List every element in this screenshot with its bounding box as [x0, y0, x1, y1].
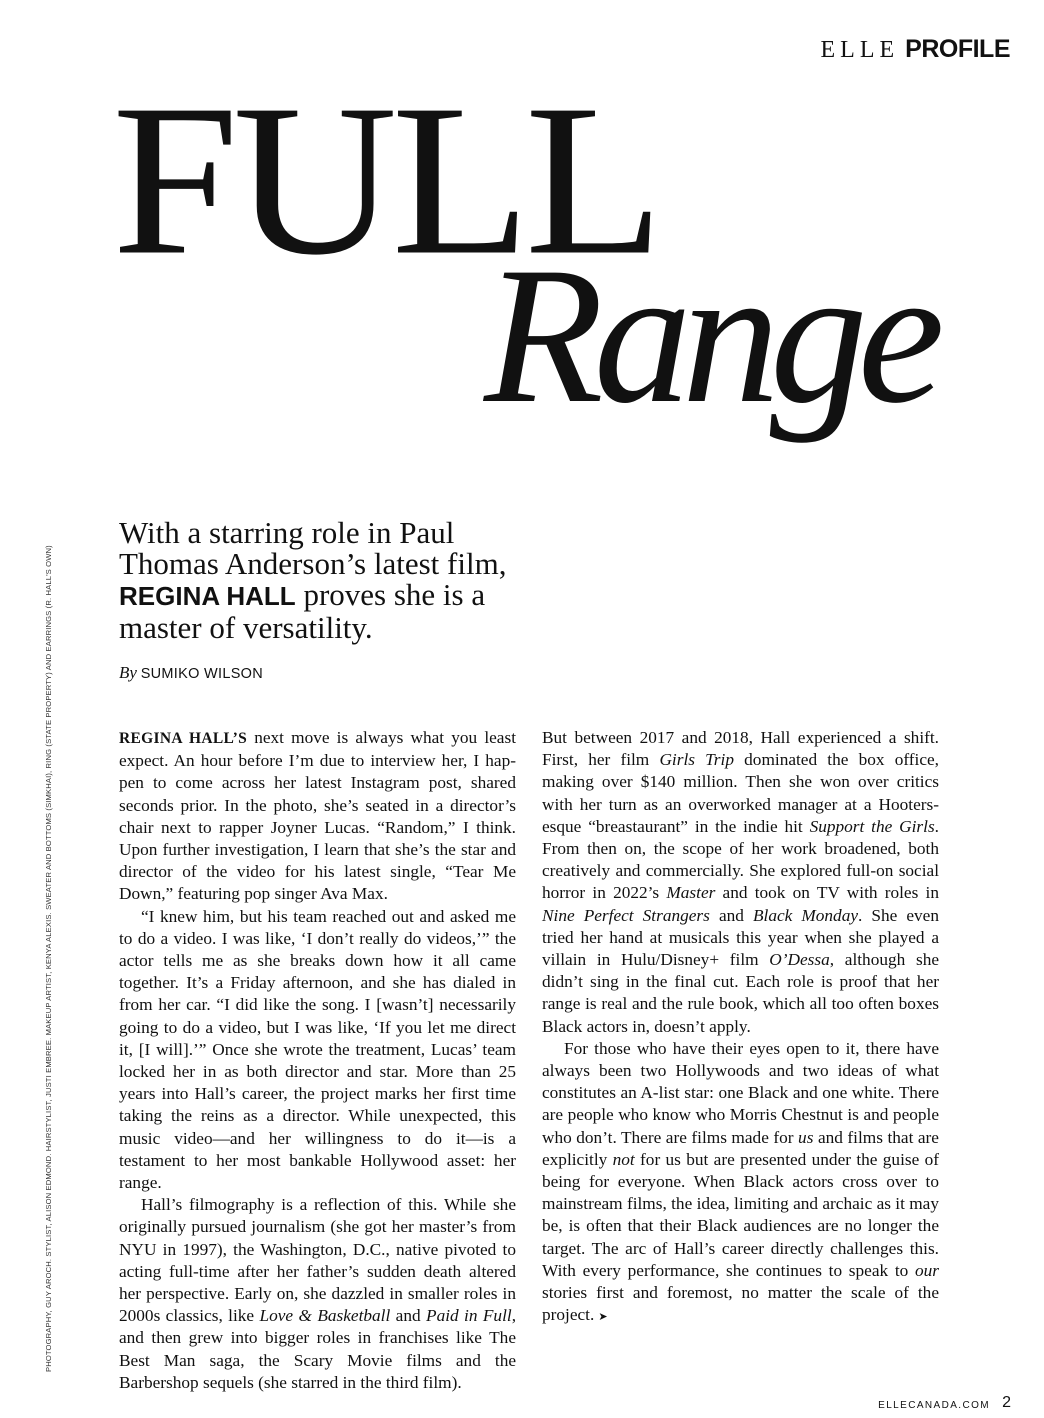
paragraph-text: . From then on, the scope of her work broadened, both creatively and commercially. She explored full-on social horror in 2022’s	[542, 816, 939, 903]
paragraph-text: , and then grew into bigger roles in franchises like The Best Man saga, the Scary Movie films and the Barbershop sequels (she starred in the third film).	[119, 1306, 517, 1392]
paragraph-text: But between 2017 and 2018, Hall experienced a shift. First, her film	[542, 728, 939, 770]
article-paragraph	[119, 1194, 516, 1394]
byline	[119, 663, 263, 683]
paragraph-text: and	[709, 905, 753, 925]
headline-line-1: FULL	[112, 60, 658, 300]
film-title: Master	[666, 883, 716, 903]
paragraph-text: . She even tried her hand at musicals this year when she played a villain in Hulu/Disney+ film	[542, 905, 939, 970]
paragraph-text: For those who have their eyes open to it, there have always been two Hollywoods and two ideas of what constitutes an A-list star: one Black and one white. There are people who know who Morris Chestnut is and people who don’t. There are films made for	[542, 1038, 939, 1147]
paragraph-text: , although she didn’t sing in the final cut. Each role is proof that her range is real and the rule book, which all too often boxes Black actors in, doesn’t apply.	[542, 950, 939, 1036]
dek	[119, 517, 539, 643]
dek-subject: REGINA HALL	[119, 581, 296, 611]
article-paragraph	[119, 727, 516, 906]
paragraph-text: stories first and foremost, no matter the scale of the project.	[542, 1283, 939, 1325]
article-column-1	[119, 727, 516, 1394]
section-label: PROFILE	[905, 35, 1010, 63]
headline-line-2: Range	[484, 227, 935, 444]
photo-credits: PHOTOGRAPHY, GUY AROCH. STYLIST, ALISON EDMOND. HAIRSTYLIST, JUSTI EMBREE. MAKEUP ARTIST, KENYA ALEXIS. SWEATER AND BOTTOMS (SIMKHAI), RING (STATE PROPERTY) AND EARRINGS (R. HALL'S OWN)	[44, 545, 53, 1372]
footer-website: ELLECANADA.COM	[878, 1400, 990, 1411]
article-paragraph	[542, 1038, 939, 1329]
byline-author: SUMIKO WILSON	[140, 666, 264, 682]
article-column-2	[542, 727, 939, 1328]
magazine-header	[821, 34, 1010, 64]
article-paragraph	[542, 727, 939, 1038]
film-title: Black Monday	[752, 905, 858, 925]
byline-prefix: By	[119, 663, 137, 682]
film-title: O’Dessa	[769, 950, 830, 970]
film-title: Support the Girls	[809, 816, 935, 836]
dek-text: With a starring role in Paul Thomas Anderson’s latest film,	[119, 515, 507, 581]
emphasis: us	[798, 1127, 814, 1147]
paragraph-text: and films that are explicitly	[542, 1127, 939, 1169]
emphasis: not	[612, 1149, 635, 1169]
paragraph-text: and took on TV with roles in	[715, 883, 939, 903]
emphasis: our	[914, 1260, 939, 1280]
page-number: 2	[1002, 1394, 1011, 1411]
article-paragraph: “I knew him, but his team reached out and asked me to do a video. I was like, ‘I don’t really do videos,’” the actor tells me as she breaks down how it all came together. It’s a Friday afternoon, and she has dialed in from her car. “I did like the song. I [wasn’t] necessarily going to do a video, but I was like, ‘If you let me direct it, [I will].’” Once she wrote the treatment, Lucas’ team locked her in as both director and star. More than 25 years into Hall’s career, the project marks her first time taking the reins as a director. While unexpected, this music video—and her willingness to do it—is a testament to her most bankable Hollywood asset: her range.	[119, 906, 516, 1193]
paragraph-text: for us but are presented under the guise of being for everyone. When Black actors cross over to mainstream films, the idea, limiting and archaic as it may be, is often that their Black audiences are no longer the target. The arc of Hall’s career directly challenges this. With every performance, she continues to speak to	[542, 1149, 939, 1280]
dek-text-end: proves she is a master of versatility.	[119, 577, 486, 645]
paragraph-text: and	[390, 1306, 427, 1326]
film-title: Nine Perfect Strangers	[542, 905, 710, 925]
brand-logo: ELLE	[820, 37, 900, 63]
film-title: Girls Trip	[659, 750, 734, 770]
paragraph-text: next move is always what you least expect. An hour before I’m due to interview her, I happen to come across her latest Instagram post, shared seconds prior. In the photo, she’s seated in a director’s chair next to rapper Joyner Lucas. “Random,” I think. Upon further investigation, I learn that she’s the star and director of the video for his latest single, “Tear Me Down,” featuring pop singer Ava Max.	[119, 728, 516, 904]
film-title: Love & Basketball	[259, 1306, 391, 1326]
lead-in: REGINA HALL’S	[119, 730, 248, 747]
paragraph-text: Hall’s filmography is a reflection of this. While she originally pursued journalism (she got her master’s from NYU in 1997), the Washington, D.C., native pivoted to acting full-time after her father’s sudden death altered her perspective. Early on, she dazzled in smaller roles in 2000s classics, like	[119, 1195, 516, 1326]
paragraph-text: dominated the box office, making over $140 million. Then she won over critics with her turn as an overworked manager at a Hooters-esque “breastaurant” in the indie hit	[542, 750, 939, 836]
continue-arrow-icon: ➤	[598, 1311, 608, 1324]
film-title: Paid in Full	[426, 1306, 512, 1326]
